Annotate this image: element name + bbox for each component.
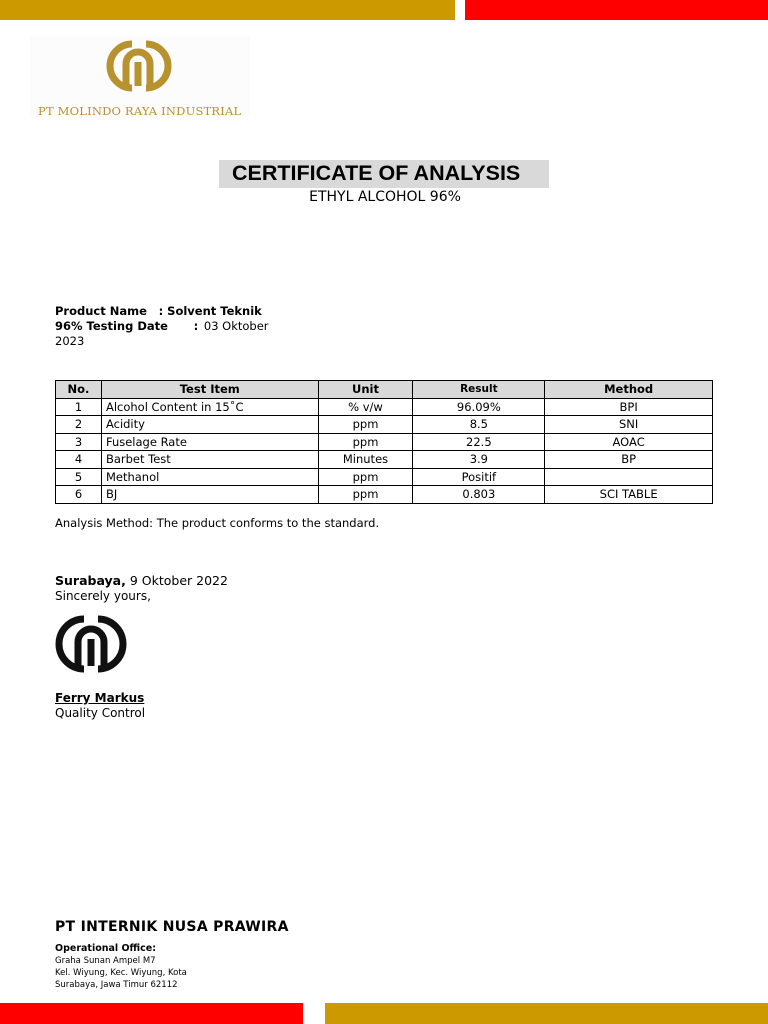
cell-no: 1 (56, 398, 102, 416)
testing-date-colon: : (193, 319, 199, 333)
address-line: Kel. Wiyung, Kec. Wiyung, Kota (55, 968, 187, 978)
cell-test-item: BJ (101, 486, 318, 504)
cell-no: 5 (56, 468, 102, 486)
cell-result: 3.9 (413, 451, 545, 469)
table-row (56, 451, 713, 469)
table-row (56, 468, 713, 486)
column-header-test-item: Test Item (101, 381, 318, 399)
certificate-subtitle-row (0, 189, 768, 205)
product-name-label: Product Name (55, 304, 147, 318)
cell-test-item: Fuselage Rate (101, 433, 318, 451)
cell-no: 6 (56, 486, 102, 504)
top-gold-bar (0, 0, 455, 20)
column-header-method: Method (545, 381, 713, 399)
table-row (56, 433, 713, 451)
certificate-subtitle: ETHYL ALCOHOL 96% (309, 189, 461, 205)
cell-test-item: Alcohol Content in 15˚C (101, 398, 318, 416)
cell-method: SCI TABLE (545, 486, 713, 504)
cell-unit: ppm (318, 468, 413, 486)
product-name-value: : Solvent Teknik (158, 304, 262, 318)
column-header-no: No. (56, 381, 102, 399)
bottom-gold-bar (325, 1003, 768, 1024)
cell-result: 8.5 (413, 416, 545, 434)
cell-result: Positif (413, 468, 545, 486)
cell-unit: ppm (318, 433, 413, 451)
operational-office-label: Operational Office: (55, 943, 157, 954)
column-header-result: Result (413, 381, 545, 399)
cell-result: 96.09% (413, 398, 545, 416)
top-red-bar (465, 0, 768, 20)
mic-stamp-icon (55, 613, 127, 675)
address-line: Graha Sunan Ampel M7 (55, 956, 156, 966)
cell-method: BPI (545, 398, 713, 416)
testing-date-year: 2023 (55, 334, 85, 348)
certificate-title: CERTIFICATE OF ANALYSIS (232, 161, 521, 185)
letter-date: 9 Oktober 2022 (129, 573, 228, 588)
column-header-unit: Unit (318, 381, 413, 399)
cell-test-item: Barbet Test (101, 451, 318, 469)
cell-method (545, 468, 713, 486)
table-row (56, 486, 713, 504)
cell-result: 0.803 (413, 486, 545, 504)
city: Surabaya, (55, 573, 126, 588)
mic-monogram-icon (104, 38, 174, 94)
cell-test-item: Methanol (101, 468, 318, 486)
cell-no: 4 (56, 451, 102, 469)
place-date-line (55, 573, 228, 588)
cell-unit: ppm (318, 416, 413, 434)
table-row (56, 416, 713, 434)
table-header-row (56, 381, 713, 399)
cell-method: BP (545, 451, 713, 469)
testing-date-label: 96% Testing Date (55, 319, 168, 333)
cell-test-item: Acidity (101, 416, 318, 434)
bottom-red-bar (0, 1003, 303, 1024)
table-row (56, 398, 713, 416)
testing-date-line (55, 319, 269, 333)
testing-date-value: 03 Oktober (203, 319, 269, 333)
cell-method: SNI (545, 416, 713, 434)
cell-unit: ppm (318, 486, 413, 504)
cell-method: AOAC (545, 433, 713, 451)
regards: Sincerely yours, (55, 589, 151, 603)
results-table (55, 380, 713, 504)
address-line: Surabaya, Jawa Timur 62112 (55, 980, 178, 990)
cell-no: 2 (56, 416, 102, 434)
company-name: PT MOLINDO RAYA INDUSTRIAL (38, 104, 242, 118)
signer-name: Ferry Markus (55, 691, 145, 705)
footer-company-name: PT INTERNIK NUSA PRAWIRA (55, 919, 289, 935)
cell-unit: % v/w (318, 398, 413, 416)
cell-no: 3 (56, 433, 102, 451)
product-name-line (55, 304, 262, 318)
cell-result: 22.5 (413, 433, 545, 451)
cell-unit: Minutes (318, 451, 413, 469)
signer-role: Quality Control (55, 706, 146, 720)
analysis-note: Analysis Method: The product conforms to the standard. (55, 516, 380, 530)
certificate-title-box (219, 160, 549, 188)
